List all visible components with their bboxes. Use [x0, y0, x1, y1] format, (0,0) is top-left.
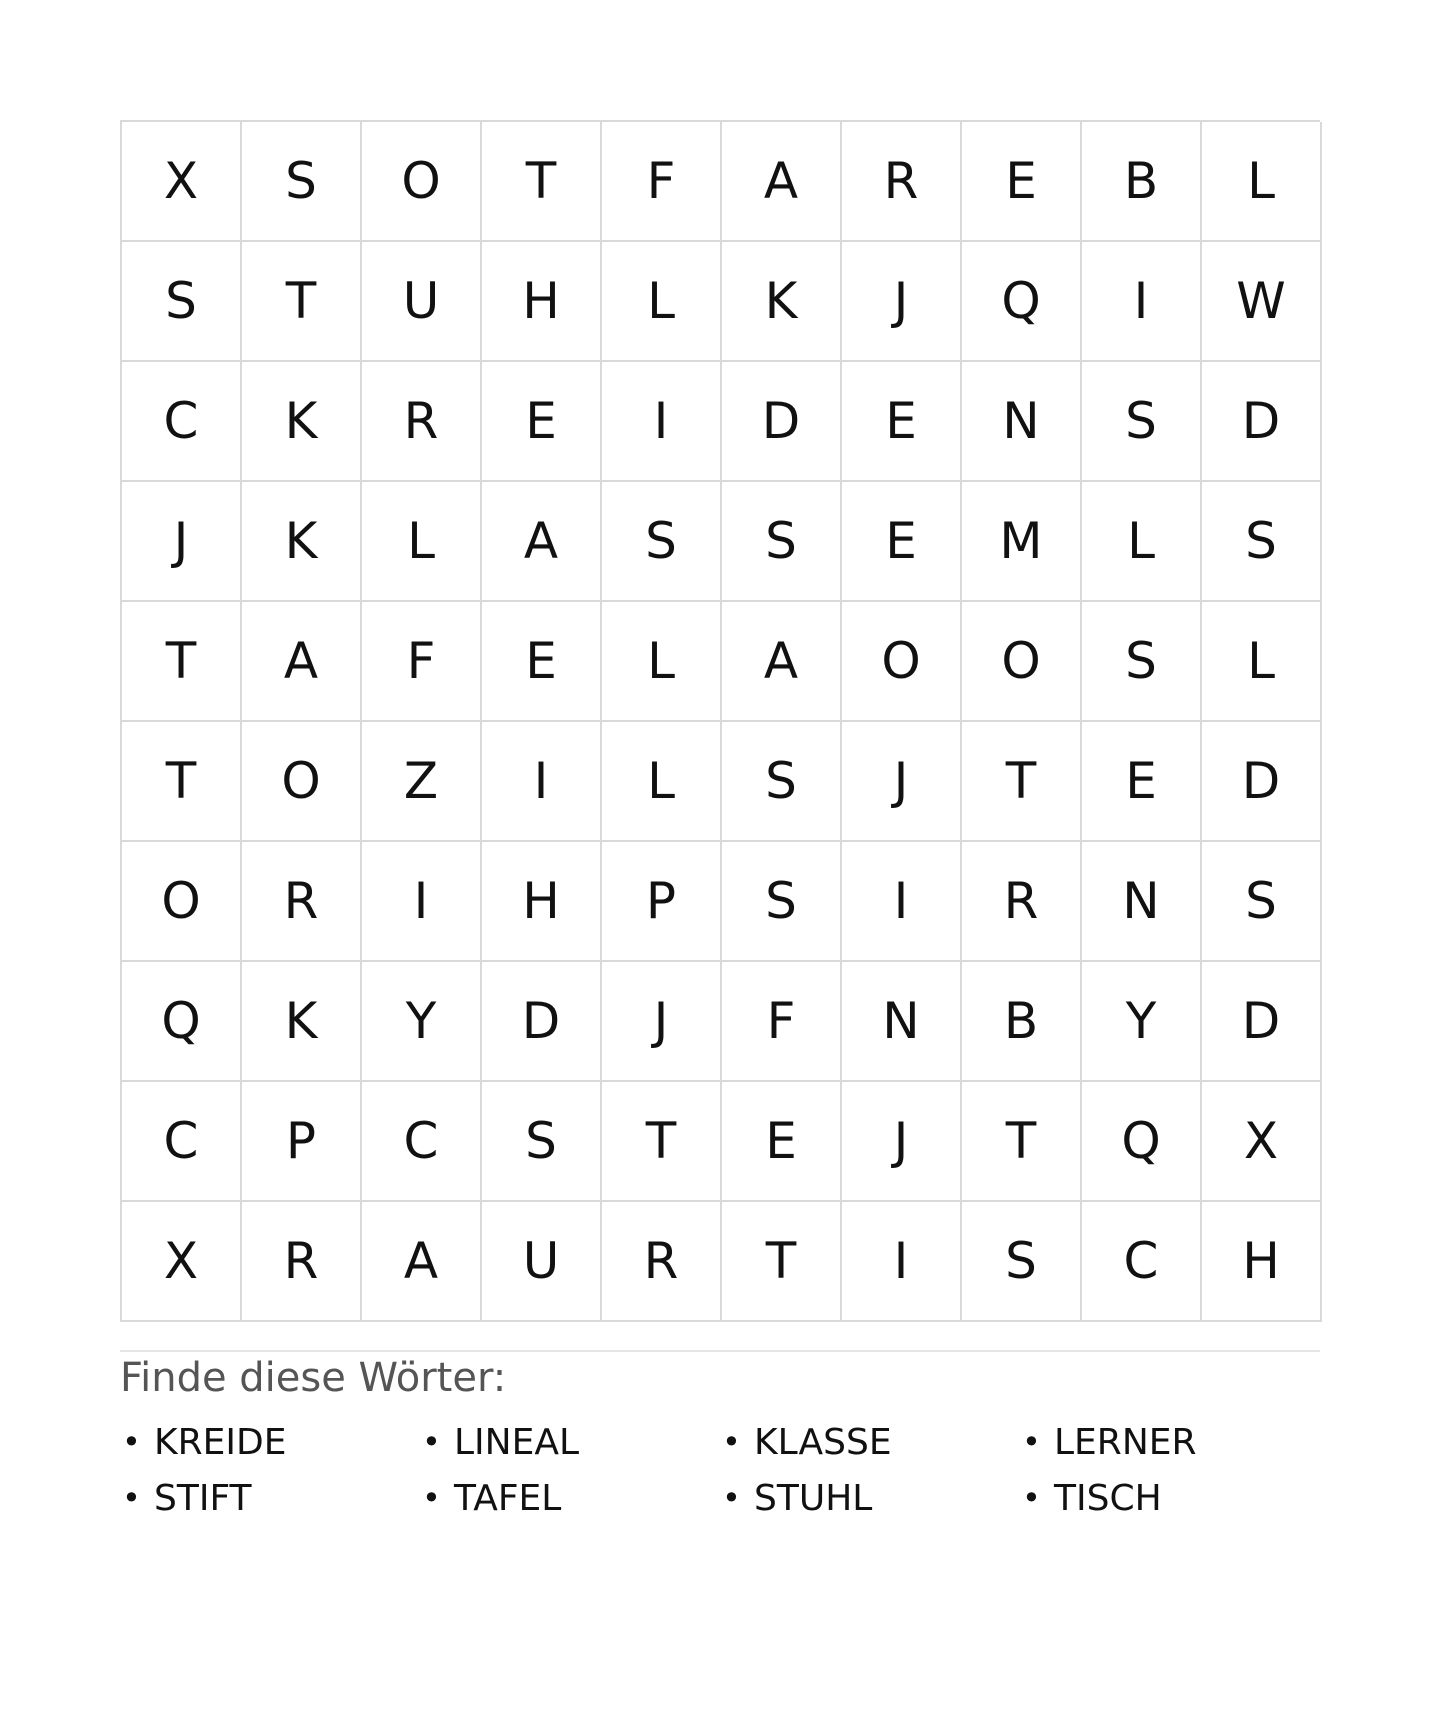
grid-cell[interactable]: T — [122, 602, 242, 722]
word-label: LINEAL — [454, 1421, 580, 1463]
grid-cell[interactable]: Q — [1082, 1082, 1202, 1202]
grid-cell[interactable]: N — [842, 962, 962, 1082]
grid-cell[interactable]: J — [122, 482, 242, 602]
grid-cell[interactable]: E — [722, 1082, 842, 1202]
bullet-icon: • — [122, 1423, 141, 1461]
grid-cell[interactable]: W — [1202, 242, 1322, 362]
grid-cell[interactable]: T — [602, 1082, 722, 1202]
bullet-icon: • — [722, 1423, 741, 1461]
grid-cell[interactable]: S — [1082, 602, 1202, 722]
grid-cell[interactable]: F — [362, 602, 482, 722]
grid-cell[interactable]: S — [962, 1202, 1082, 1322]
word-list-item — [1020, 1470, 1320, 1526]
word-search-puzzle — [120, 120, 1320, 1526]
grid-cell[interactable]: F — [602, 122, 722, 242]
bullet-icon: • — [1022, 1479, 1041, 1517]
word-list-item — [720, 1414, 1020, 1470]
grid-cell[interactable]: E — [962, 122, 1082, 242]
bullet-icon: • — [122, 1479, 141, 1517]
grid-cell[interactable]: S — [1202, 482, 1322, 602]
grid-cell[interactable]: C — [122, 1082, 242, 1202]
grid-cell[interactable]: S — [722, 482, 842, 602]
bullet-icon: • — [722, 1479, 741, 1517]
grid-cell[interactable]: T — [482, 122, 602, 242]
grid-cell[interactable]: D — [1202, 362, 1322, 482]
grid-cell[interactable]: D — [1202, 962, 1322, 1082]
grid-cell[interactable]: C — [362, 1082, 482, 1202]
grid-cell[interactable]: E — [482, 362, 602, 482]
grid-cell[interactable]: H — [482, 242, 602, 362]
grid-cell[interactable]: B — [962, 962, 1082, 1082]
grid-cell[interactable]: J — [842, 722, 962, 842]
word-label: LERNER — [1054, 1421, 1197, 1463]
grid-cell[interactable]: L — [1202, 602, 1322, 722]
grid-cell[interactable]: R — [842, 122, 962, 242]
grid-cell[interactable]: U — [362, 242, 482, 362]
word-list-item — [420, 1414, 720, 1470]
grid-cell[interactable]: A — [482, 482, 602, 602]
grid-cell[interactable]: F — [722, 962, 842, 1082]
bullet-icon: • — [1022, 1423, 1041, 1461]
grid-cell[interactable]: R — [362, 362, 482, 482]
grid-cell[interactable]: Z — [362, 722, 482, 842]
grid-cell[interactable]: I — [842, 842, 962, 962]
grid-cell[interactable]: S — [122, 242, 242, 362]
grid-cell[interactable]: C — [1082, 1202, 1202, 1322]
word-list — [120, 1414, 1320, 1526]
word-list-item — [120, 1414, 420, 1470]
grid-cell[interactable]: X — [1202, 1082, 1322, 1202]
grid-cell[interactable]: M — [962, 482, 1082, 602]
grid-cell[interactable]: E — [842, 482, 962, 602]
grid-cell[interactable]: A — [242, 602, 362, 722]
grid-cell[interactable]: T — [722, 1202, 842, 1322]
grid-cell[interactable]: D — [1202, 722, 1322, 842]
word-label: KLASSE — [754, 1421, 892, 1463]
grid-cell[interactable]: I — [482, 722, 602, 842]
grid-cell[interactable]: S — [1082, 362, 1202, 482]
grid-cell[interactable]: P — [242, 1082, 362, 1202]
grid-cell[interactable]: I — [842, 1202, 962, 1322]
grid-cell[interactable]: L — [1202, 122, 1322, 242]
grid-cell[interactable]: T — [122, 722, 242, 842]
grid-cell[interactable]: U — [482, 1202, 602, 1322]
grid-cell[interactable]: H — [482, 842, 602, 962]
grid-cell[interactable]: S — [602, 482, 722, 602]
grid-cell[interactable]: X — [122, 122, 242, 242]
grid-cell[interactable]: K — [242, 962, 362, 1082]
word-label: TAFEL — [454, 1477, 562, 1519]
word-list-item — [1020, 1414, 1320, 1470]
grid-cell[interactable]: J — [842, 242, 962, 362]
grid-cell[interactable]: N — [1082, 842, 1202, 962]
grid-cell[interactable]: D — [482, 962, 602, 1082]
grid-cell[interactable]: R — [602, 1202, 722, 1322]
grid-cell[interactable]: T — [962, 722, 1082, 842]
grid-cell[interactable]: Q — [122, 962, 242, 1082]
grid-cell[interactable]: L — [602, 722, 722, 842]
grid-cell[interactable]: O — [842, 602, 962, 722]
grid-cell[interactable]: N — [962, 362, 1082, 482]
grid-cell[interactable]: I — [602, 362, 722, 482]
grid-cell[interactable]: S — [242, 122, 362, 242]
grid-cell[interactable]: J — [602, 962, 722, 1082]
word-label: STUHL — [754, 1477, 873, 1519]
grid-cell[interactable]: E — [1082, 722, 1202, 842]
grid-cell[interactable]: A — [722, 122, 842, 242]
grid-cell[interactable]: E — [482, 602, 602, 722]
grid-cell[interactable]: O — [122, 842, 242, 962]
word-list-item — [420, 1470, 720, 1526]
word-list-item — [720, 1470, 1020, 1526]
instruction-text: Finde diese Wörter: — [120, 1355, 507, 1401]
grid-cell[interactable]: A — [362, 1202, 482, 1322]
grid-cell[interactable]: K — [242, 362, 362, 482]
grid-cell[interactable]: T — [962, 1082, 1082, 1202]
grid-cell[interactable]: Q — [962, 242, 1082, 362]
grid-cell[interactable]: K — [242, 482, 362, 602]
grid-cell[interactable]: B — [1082, 122, 1202, 242]
grid-cell[interactable]: O — [962, 602, 1082, 722]
grid-cell[interactable]: C — [122, 362, 242, 482]
word-label: TISCH — [1054, 1477, 1162, 1519]
grid-cell[interactable]: L — [1082, 482, 1202, 602]
grid-cell[interactable]: Y — [362, 962, 482, 1082]
grid-cell[interactable]: R — [242, 1202, 362, 1322]
grid-cell[interactable]: K — [722, 242, 842, 362]
grid-cell[interactable]: P — [602, 842, 722, 962]
grid-cell[interactable]: T — [242, 242, 362, 362]
divider — [120, 1350, 1320, 1352]
grid-cell[interactable]: H — [1202, 1202, 1322, 1322]
grid-cell[interactable]: R — [962, 842, 1082, 962]
grid-cell[interactable]: D — [722, 362, 842, 482]
grid-cell[interactable]: L — [362, 482, 482, 602]
bullet-icon: • — [422, 1479, 441, 1517]
grid-cell[interactable]: E — [842, 362, 962, 482]
bullet-icon: • — [422, 1423, 441, 1461]
grid-cell[interactable]: J — [842, 1082, 962, 1202]
word-label: KREIDE — [154, 1421, 287, 1463]
grid-cell[interactable]: S — [1202, 842, 1322, 962]
grid-cell[interactable]: O — [242, 722, 362, 842]
letter-grid — [120, 120, 1320, 1322]
grid-cell[interactable]: I — [1082, 242, 1202, 362]
grid-cell[interactable]: S — [482, 1082, 602, 1202]
grid-cell[interactable]: I — [362, 842, 482, 962]
grid-cell[interactable]: L — [602, 602, 722, 722]
grid-cell[interactable]: Y — [1082, 962, 1202, 1082]
grid-cell[interactable]: S — [722, 842, 842, 962]
grid-cell[interactable]: O — [362, 122, 482, 242]
grid-cell[interactable]: X — [122, 1202, 242, 1322]
grid-cell[interactable]: L — [602, 242, 722, 362]
grid-cell[interactable]: R — [242, 842, 362, 962]
word-label: STIFT — [154, 1477, 252, 1519]
word-list-item — [120, 1470, 420, 1526]
grid-cell[interactable]: A — [722, 602, 842, 722]
grid-cell[interactable]: S — [722, 722, 842, 842]
